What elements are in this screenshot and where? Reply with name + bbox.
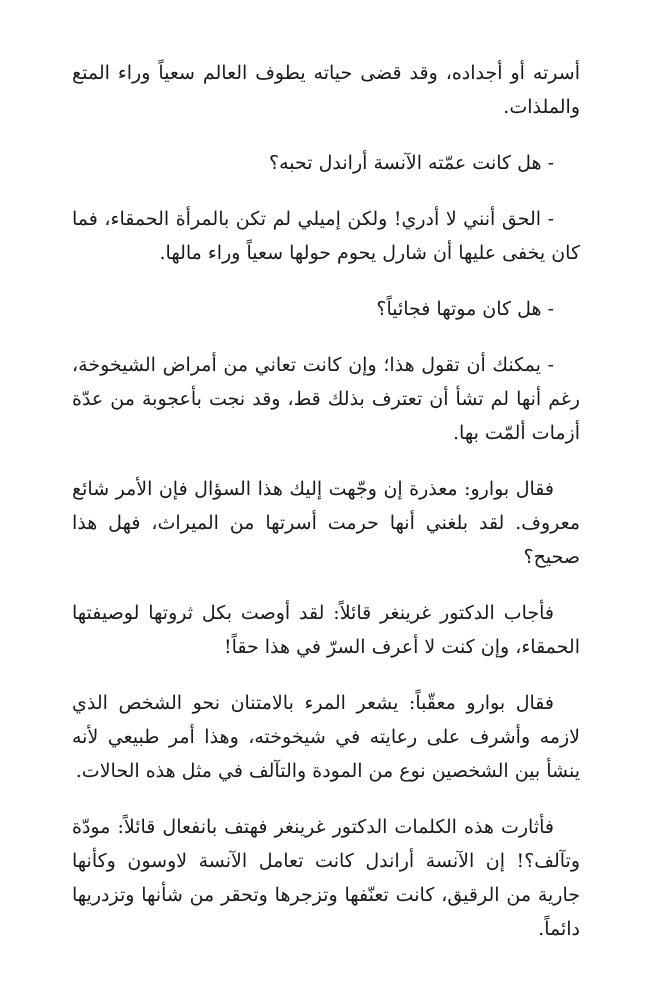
- paragraph-5: - يمكنك أن تقول هذا؛ وإن كانت تعاني من أمراض الشيخوخة، رغم أنها لم تشأ أن تعترف بذلك قط، وقد نجت بأعجوبة من عدّة أزمات ألمّت بها.: [72, 354, 580, 444]
- paragraph-4: - هل كان موتها فجائياً؟: [376, 298, 554, 320]
- paragraph-9: فأثارت هذه الكلمات الدكتور غرينغر فهتف بانفعال قائلاً: مودّة وتآلف؟! إن الآنسة أراندل كانت تعامل الآنسة لاوسون وكأنها جارية من الرقيق، كانت تعنّفها وتزجرها وتحقر من شأنها وتزدريها دائماً.: [72, 816, 580, 940]
- paragraph-3: - الحق أنني لا أدري! ولكن إميلي لم تكن بالمرأة الحمقاء، فما كان يخفى عليها أن شارل يحوم حولها سعياً وراء مالها.: [72, 208, 580, 264]
- paragraph-2: - هل كانت عمّته الآنسة أراندل تحبه؟: [269, 152, 554, 174]
- paragraph-1: أسرته أو أجداده، وقد قضى حياته يطوف العالم سعياً وراء المتع والملذات.: [72, 62, 580, 118]
- paragraph-8: فقال بوارو معقّباً: يشعر المرء بالامتنان نحو الشخص الذي لازمه وأشرف على رعايته في شيخوخته، وهذا أمر طبيعي لأنه ينشأ بين الشخصين نوع من المودة والتآلف في مثل هذه الحالات.: [72, 692, 580, 782]
- book-page-text: [72, 56, 580, 968]
- paragraph-7: فأجاب الدكتور غرينغر قائلاً: لقد أوصت بكل ثروتها لوصيفتها الحمقاء، وإن كنت لا أعرف السرّ في هذا حقاً!: [72, 602, 580, 658]
- paragraph-6: فقال بوارو: معذرة إن وجّهت إليك هذا السؤال فإن الأمر شائع معروف. لقد بلغني أنها حرمت أسرتها من الميراث، فهل هذا صحيح؟: [72, 478, 580, 568]
